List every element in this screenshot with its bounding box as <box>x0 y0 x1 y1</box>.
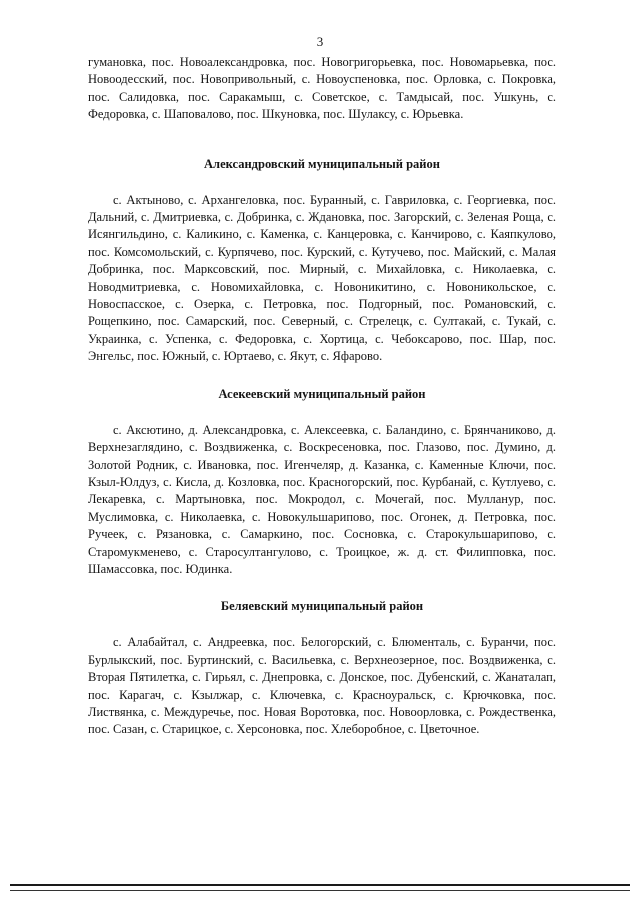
settlements-belyaevsky: с. Алабайтал, с. Андреевка, пос. Белогорский, с. Блюменталь, с. Буранчи, пос. Бурлыкский, пос. Буртинский, с. Васильевка, с. Верхнеозерное, пос. Воздвиженка, с. Вторая Пятилетка, с. Гирьял, с. Днепровка, с. Донское, пос. Дубенский, с. Жанаталап, пос. Карагач, с. Кзылжар, с. Ключевка, с. Красноуральск, с. Крючковка, пос. Листвянка, с. Междуречье, пос. Новая Воротовка, пос. Новоорловка, с. Рождественка, пос. Сазан, с. Старицкое, с. Херсоновка, пос. Хлеборобное, с. Цветочное. <box>88 635 556 737</box>
settlements-aleksandrovsky: с. Актыново, с. Архангеловка, пос. Буранный, с. Гавриловка, с. Георгиевка, пос. Дальний, с. Дмитриевка, с. Добринка, с. Ждановка, пос. Загорский, с. Зеленая Роща, с. Исянгильдино, с. Каликино, с. Каменка, с. Канцеровка, с. Канчирово, с. Каяпкулово, пос. Комсомольский, с. Курпячево, пос. Курский, с. Кутучево, пос. Майский, с. Малая Добринка, пос. Марксовский, пос. Мирный, с. Михайловка, с. Николаевка, с. Новодмитриевка, с. Новомихайловка, с. Новоникитино, с. Новоникольское, с. Новоспасское, с. Озерка, с. Петровка, пос. Подгорный, пос. Романовский, с. Рощепкино, пос. Самарский, пос. Северный, с. Стрелецк, с. Султакай, с. Тукай, с. Украинка, с. Успенка, с. Федоровка, с. Хортица, с. Чебоксарово, пос. Шар, пос. Энгельс, пос. Южный, с. Юртаево, с. Якут, с. Яфарово. <box>88 192 556 364</box>
settlements-asekeevsky: с. Аксютино, д. Александровка, с. Алексеевка, с. Баландино, с. Брянчаниково, д. Верхнезаглядино, с. Воздвиженка, с. Воскресеновка, пос. Глазово, пос. Думино, д. Золотой Родник, с. Ивановка, пос. Игенчеляр, д. Казанка, с. Каменные Ключи, пос. Кзыл-Юлдуз, с. Кисла, д. Козловка, пос. Красногорский, пос. Курбанай, с. Кутлуево, с. Лекаревка, с. Мартыновка, пос. Мокродол, с. Мочегай, пос. Муллануp, пос. Муслимовка, с. Николаевка, с. Новокульшарипово, пос. Огонек, д. Петровка, пос. Ручеек, с. Рязановка, с. Самаркино, пос. Сосновка, с. Старокульшарипово, с. Старомукменево, с. Старосултангулово, с. Троицкое, ж. д. ст. Филипповка, пос. Шамассовка, пос. Юдинка. <box>88 422 556 576</box>
footer-rule-thin <box>10 890 630 891</box>
section-heading-asekeevsky: Асекеевский муниципальный район <box>218 386 426 401</box>
document-body <box>88 54 556 739</box>
section-heading-aleksandrovsky: Александровский муниципальный район <box>204 156 440 171</box>
continuation-paragraph: гумановка, пос. Новоалександровка, пос. Новогригорьевка, пос. Новомарьевка, пос. Новоодесский, пос. Новопривольный, с. Новоуспеновка, пос. Орловка, с. Покровка, пос. Салидовка, пос. Саракамыш, с. Советское, с. Тамдысай, пос. Ушкунь, с. Федоровка, с. Шаповалово, пос. Шкуновка, пос. Шулаксу, с. Юрьевка. <box>88 55 556 122</box>
page-number: 3 <box>316 34 324 49</box>
footer-rule-thick <box>10 884 630 886</box>
section-heading-belyaevsky: Беляевский муниципальный район <box>220 599 424 614</box>
